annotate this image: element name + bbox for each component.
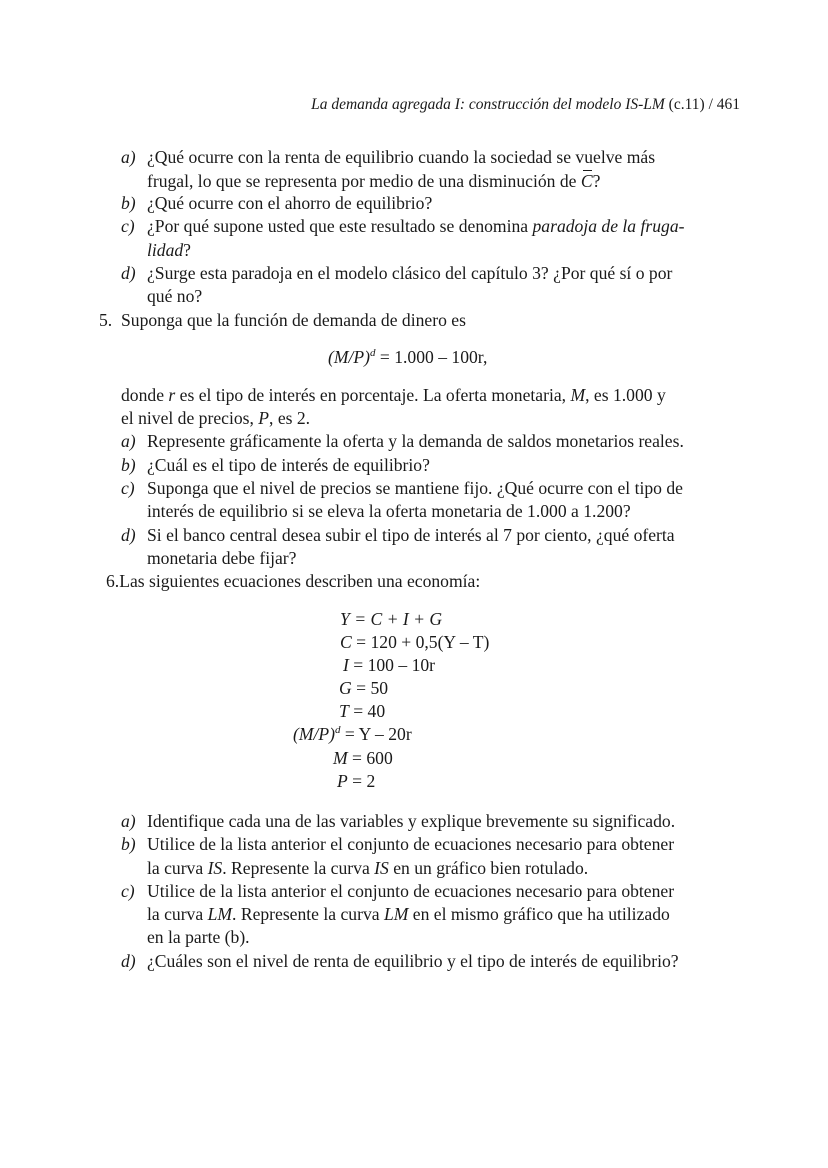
equation-row	[293, 723, 412, 746]
equation-sup: d	[370, 347, 376, 359]
equation-rhs: = 100 – 10r	[348, 655, 436, 675]
equation-rhs: = 1.000 – 100r,	[375, 347, 488, 367]
q4-item-a-cont	[147, 169, 600, 193]
equation-row	[343, 654, 435, 677]
running-title: La demanda agregada I: construcción del modelo IS-LM	[311, 96, 665, 113]
item-text: ¿Qué ocurre con el ahorro de equilibrio?	[147, 193, 433, 213]
page-number: 461	[716, 96, 740, 113]
q5-item-c	[121, 476, 683, 500]
item-text: ¿Cuál es el tipo de interés de equilibrio?	[147, 455, 430, 475]
equation-row	[339, 677, 388, 700]
q6-item-b-cont	[147, 856, 588, 880]
item-text: en el mismo gráfico que ha utilizado	[408, 904, 670, 924]
equation-lhs: P	[337, 771, 348, 791]
q5-text-line2	[121, 406, 310, 430]
item-text: monetaria debe fijar?	[147, 548, 297, 568]
item-label: d)	[121, 525, 136, 545]
var-r: r	[168, 385, 176, 405]
text: donde	[121, 385, 169, 405]
question-number: 6.	[106, 571, 120, 591]
q6-item-d	[121, 949, 679, 973]
equation-lhs: C	[340, 632, 352, 652]
item-label: d)	[121, 951, 136, 971]
item-text: Represente gráficamente la oferta y la demanda de saldos monetarios reales.	[147, 431, 684, 451]
item-text: Utilice de la lista anterior el conjunto de ecuaciones necesario para obtener	[147, 881, 675, 901]
equation-rhs: = 600	[347, 748, 393, 768]
item-text: frugal, lo que se representa por medio de una disminución de	[147, 171, 581, 191]
item-text: . Represente la curva	[232, 904, 384, 924]
item-label: c)	[121, 216, 135, 236]
q4-item-b	[121, 191, 432, 215]
item-label: c)	[121, 881, 135, 901]
item-label: c)	[121, 478, 135, 498]
equation-row	[340, 608, 442, 631]
item-text: interés de equilibrio si se eleva la oferta monetaria de 1.000 a 1.200?	[147, 501, 631, 521]
item-text: . Represente la curva	[222, 858, 375, 878]
q5-item-a	[121, 429, 684, 453]
item-text: ¿Cuáles son el nivel de renta de equilibrio y el tipo de interés de equilibrio?	[147, 951, 679, 971]
chapter-ref: (c.11)	[664, 96, 705, 113]
equation-row	[333, 747, 393, 770]
q5-intro	[99, 308, 466, 332]
equation-lhs: I	[343, 655, 349, 675]
q5-item-c-cont	[147, 499, 631, 523]
item-text: Si el banco central desea subir el tipo de interés al 7 por ciento, ¿qué oferta	[147, 525, 675, 545]
q4-item-d-cont	[147, 284, 202, 308]
item-text: Suponga que el nivel de precios se mantiene fijo. ¿Qué ocurre con el tipo de	[147, 478, 683, 498]
item-label: b)	[121, 834, 136, 854]
q6-item-c-cont	[147, 902, 670, 926]
equation-lhs: M	[333, 748, 348, 768]
equation-rhs: = Y – 20r	[340, 724, 412, 744]
item-text: ¿Qué ocurre con la renta de equilibrio cuando la sociedad se vuelve más	[147, 147, 656, 167]
equation-lhs: (M/P)	[328, 347, 371, 367]
item-label: a)	[121, 147, 136, 167]
curve-is: IS	[374, 858, 389, 878]
item-text: ¿Por qué supone usted que este resultado se denomina	[147, 216, 533, 236]
equation-rhs: = 40	[348, 701, 386, 721]
item-text: Identifique cada una de las variables y explique brevemente su significado.	[147, 811, 676, 831]
equation-rhs: = 50	[351, 678, 389, 698]
q6-intro	[106, 569, 480, 593]
c-bar-symbol: C	[580, 171, 593, 191]
equation-lhs: G	[339, 678, 352, 698]
equation-row	[337, 770, 375, 793]
question-number: 5.	[99, 310, 113, 330]
q5-item-b	[121, 453, 430, 477]
equation-sup: d	[335, 724, 341, 736]
q4-item-d	[121, 261, 672, 285]
question-text: Suponga que la función de demanda de dinero es	[121, 310, 466, 330]
running-header	[311, 96, 740, 114]
q6-item-b	[121, 832, 674, 856]
q6-item-c-cont2	[147, 925, 250, 949]
item-text: la curva	[147, 858, 208, 878]
equation-lhs: T	[339, 701, 349, 721]
item-label: d)	[121, 263, 136, 283]
q4-item-c-cont	[147, 238, 191, 262]
item-text-italic: paradoja de la fruga-	[532, 216, 685, 236]
question-text: Las siguientes ecuaciones describen una economía:	[119, 571, 481, 591]
item-label: b)	[121, 193, 136, 213]
q4-item-c	[121, 214, 685, 238]
q5-item-d	[121, 523, 675, 547]
q6-item-c	[121, 879, 674, 903]
equation-rhs: = 2	[347, 771, 376, 791]
equation-row	[340, 631, 489, 654]
item-text: Utilice de la lista anterior el conjunto de ecuaciones necesario para obtener	[147, 834, 675, 854]
item-text: ?	[183, 240, 191, 260]
var-p: P	[258, 408, 270, 428]
var-m: M	[570, 385, 586, 405]
text: , es 2.	[269, 408, 311, 428]
q4-item-a	[121, 145, 732, 169]
equation-lhs: Y	[340, 609, 350, 629]
text: el nivel de precios,	[121, 408, 259, 428]
item-text: qué no?	[147, 286, 203, 306]
item-text: ?	[592, 171, 601, 191]
q5-item-d-cont	[147, 546, 296, 570]
item-text-italic: lidad	[147, 240, 184, 260]
item-text: en un gráfico bien rotulado.	[388, 858, 589, 878]
item-label: b)	[121, 455, 136, 475]
q5-equation	[328, 346, 487, 369]
text: es el tipo de interés en porcentaje. La oferta monetaria,	[175, 385, 571, 405]
equation-rhs: = 120 + 0,5(Y – T)	[351, 632, 490, 652]
item-text: en la parte (b).	[147, 927, 250, 947]
text: , es 1.000 y	[585, 385, 666, 405]
q6-item-a	[121, 809, 675, 833]
equation-rhs: = C + I + G	[349, 609, 443, 629]
q5-text-line1	[121, 383, 666, 407]
curve-is: IS	[207, 858, 223, 878]
equation-lhs: (M/P)	[293, 724, 336, 744]
curve-lm: LM	[383, 904, 409, 924]
item-text: la curva	[147, 904, 208, 924]
item-label: a)	[121, 431, 136, 451]
equation-row	[339, 700, 385, 723]
item-text: ¿Surge esta paradoja en el modelo clásico del capítulo 3? ¿Por qué sí o por	[147, 263, 673, 283]
header-separator: /	[704, 96, 717, 113]
item-label: a)	[121, 811, 136, 831]
curve-lm: LM	[207, 904, 233, 924]
